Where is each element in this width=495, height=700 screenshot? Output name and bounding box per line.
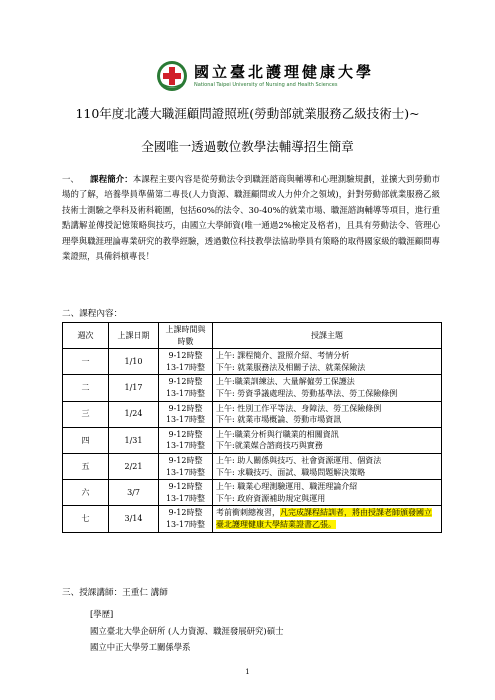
week-cell: 七 — [63, 506, 109, 532]
logo-subtitle: National Taipei University of Nursing and Health Sciences — [194, 82, 338, 88]
date-cell: 1/17 — [109, 375, 159, 401]
topic-cell: 上午: 職業心理測驗運用、職涯理論介紹 下午: 政府資源補助規定與運用 — [213, 480, 442, 506]
intro-heading: 課程簡介： — [90, 174, 133, 184]
instructor-education — [90, 606, 283, 656]
date-cell: 3/14 — [109, 506, 159, 532]
document-title: 110年度北護大職涯顧問證照班(勞動部就業服務乙級技術士)~ — [75, 106, 420, 121]
table-row — [63, 375, 442, 401]
education-item: 國立中正大學勞工關係學系 — [90, 642, 191, 652]
intro-number: 一、 — [62, 174, 79, 184]
week-cell: 五 — [63, 453, 109, 479]
date-cell: 1/10 — [109, 349, 159, 375]
header-topic: 授課主題 — [213, 323, 442, 349]
time-cell: 9-12時整 13-17時整 — [159, 375, 213, 401]
page-number: 1 — [245, 668, 250, 676]
date-cell: 2/21 — [109, 453, 159, 479]
section-instructor-title: 三、授課講師：王重仁 講師 — [62, 588, 168, 598]
time-cell: 9-12時整 13-17時整 — [159, 506, 213, 532]
header-time: 上課時間與時數 — [159, 323, 213, 349]
week-cell: 一 — [63, 349, 109, 375]
topic-cell: 考前衝刺總複習，凡完成課程結訓者，將由授課老師頒發國立臺北護理健康大學結業證書乙張。 — [213, 506, 442, 532]
table-row — [63, 349, 442, 375]
date-cell: 1/31 — [109, 427, 159, 453]
education-item: 國立臺北大學企研所 (人力資源、職涯發展研究)碩士 — [90, 625, 284, 636]
week-cell: 六 — [63, 480, 109, 506]
highlighted-certificate-note: 凡完成課程結訓者，將由授課老師頒發國立臺北護理健康大學結業證書乙張。 — [216, 508, 432, 529]
time-cell: 9-12時整 13-17時整 — [159, 480, 213, 506]
course-schedule-table — [62, 322, 442, 533]
table-header-row — [63, 323, 442, 349]
education-heading: [學歷] — [90, 609, 114, 619]
date-cell: 3/7 — [109, 480, 159, 506]
week-cell: 三 — [63, 401, 109, 427]
intro-body: 本課程主要內容是從勞動法令到職涯諮商與輔導和心理測驗規劃，並擴大到勞動市場的了解，培養學員準備第二專長(人力資源、職涯顧問或人力仲介之領域)，針對勞動部就業服務乙級技術士測驗之學科及術科範圍，包括60%的法令、30-40%的就業市場、職涯諮詢輔導等項目，進行重點講解並傳授記憶策略與技巧，由國立大學師資(唯一通過2%檢定及格者)，且具有勞動法令、管理心理學與職涯理論專業研究的教學經驗，透過數位科技教學法協助學員有策略的取得國家級的職涯顧問專業證照，具備斜槓專長！ — [62, 174, 441, 262]
header-week: 週次 — [63, 323, 109, 349]
topic-cell: 上午: 助人關係與技巧、社會資源運用、個資法 下午: 求職技巧、面試、職場問題解決策略 — [213, 453, 442, 479]
time-cell: 9-12時整 13-17時整 — [159, 427, 213, 453]
time-cell: 9-12時整 13-17時整 — [159, 453, 213, 479]
date-cell: 1/24 — [109, 401, 159, 427]
time-cell: 9-12時整 13-17時整 — [159, 349, 213, 375]
section-course-content-title: 二、課程內容： — [62, 309, 123, 319]
topic-cell: 上午:職業訓練法、大量解僱勞工保護法 下午: 勞資爭議處理法、勞動基準法、勞工保險條例 — [213, 375, 442, 401]
table-row — [63, 401, 442, 427]
university-logo — [156, 60, 375, 98]
logo-title: 國立臺北護理健康大學 — [194, 63, 375, 81]
time-cell: 9-12時整 13-17時整 — [159, 401, 213, 427]
week-cell: 四 — [63, 427, 109, 453]
table-row — [63, 453, 442, 479]
document-subtitle: 全國唯一透過數位教學法輔導招生簡章 — [141, 139, 354, 154]
table-row — [63, 506, 442, 532]
course-intro — [62, 172, 440, 264]
table-row — [63, 427, 442, 453]
header-date: 上課日期 — [109, 323, 159, 349]
table-row — [63, 480, 442, 506]
topic-cell: 上午: 課程簡介、證照介紹、考情分析 下午: 就業服務法及相關子法、就業保險法 — [213, 349, 442, 375]
university-emblem-icon — [156, 60, 188, 92]
topic-cell: 上午:職業分析與行職業的相關資訊 下午:就業媒合諮商技巧與實務 — [213, 427, 442, 453]
week-cell: 二 — [63, 375, 109, 401]
topic-cell: 上午: 性別工作平等法、身障法、勞工保險條例 下午: 就業市場概論、勞動市場資訊 — [213, 401, 442, 427]
